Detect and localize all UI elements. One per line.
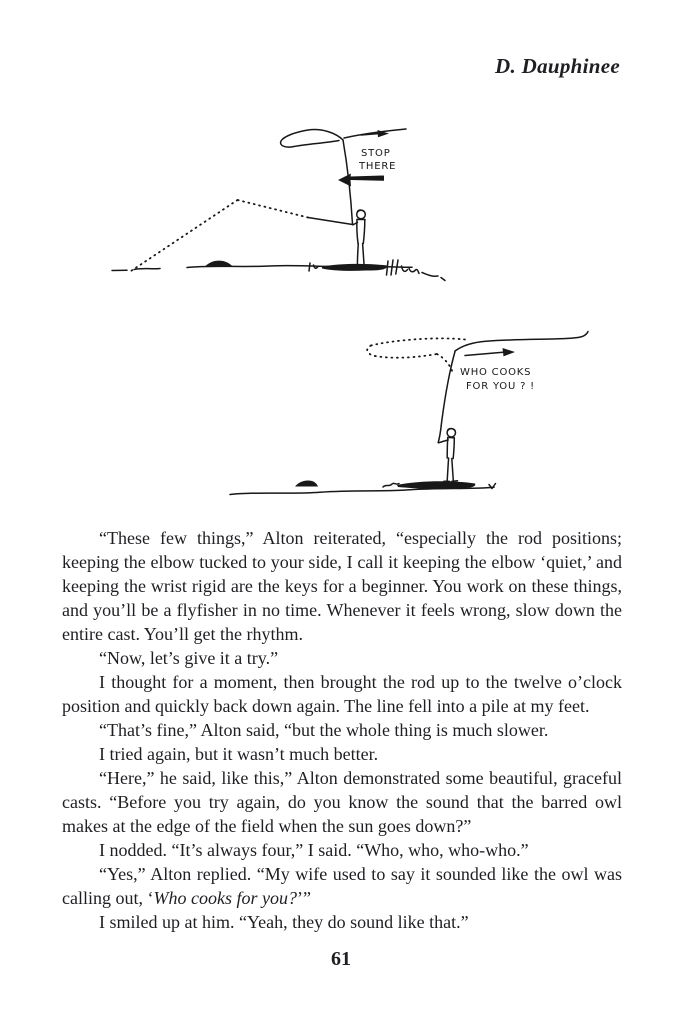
body-text-segment: “These few things,” Alton reiterated, “especially the rod positions; keeping the elbow tucked to your side, I call it keeping the elbow ‘quiet,’ and keeping the wrist rigid are the keys for a beginner. You work on these things, and you’ll be a flyfisher in no time. Whenever it feels wrong, slow down the entire cast. You’ll get the rhythm.	[62, 528, 622, 644]
body-paragraph	[62, 526, 622, 646]
body-text	[62, 526, 622, 934]
body-text-segment: ’”	[296, 888, 311, 908]
illustration-who-cooks	[225, 328, 595, 506]
rock-2	[295, 481, 318, 487]
rock	[205, 261, 233, 267]
body-text-segment: “Now, let’s give it a try.”	[99, 648, 279, 668]
line-loop-dotted	[367, 338, 465, 372]
body-text-segment: I nodded. “It’s always four,” I said. “Who, who, who-who.”	[99, 840, 529, 860]
body-text-segment: I thought for a moment, then brought the rod up to the twelve o’clock position and quickly back down again. The line fell into a pile at my feet.	[62, 672, 622, 716]
body-text-segment: I tried again, but it wasn’t much better.	[99, 744, 379, 764]
ground-shading	[322, 264, 387, 271]
ground-line-2	[230, 487, 494, 494]
body-paragraph	[62, 718, 622, 742]
body-paragraph	[62, 910, 622, 934]
body-paragraph	[62, 862, 622, 910]
stop-there-label-line2: THERE	[359, 161, 397, 172]
body-text-segment: “Here,” he said, like this,” Alton demonstrated some beautiful, graceful casts. “Before you try again, do you know the sound that the barred owl makes at the edge of the field when the sun goes down?”	[62, 768, 622, 836]
body-paragraph	[62, 766, 622, 838]
who-cooks-label-line2: FOR YOU ? !	[466, 381, 535, 392]
cast-line-right	[455, 332, 588, 352]
body-paragraph	[62, 670, 622, 718]
who-cooks-label-line1: WHO COOKS	[460, 367, 532, 378]
body-text-segment: “That’s fine,” Alton said, “but the whole thing is much slower.	[99, 720, 549, 740]
body-paragraph	[62, 742, 622, 766]
illustration-stop-there	[100, 114, 450, 290]
running-header-author: D. Dauphinee	[495, 54, 620, 78]
angler-figure	[353, 210, 368, 267]
angler-figure-2	[439, 429, 458, 482]
stop-there-label-line1: STOP	[361, 148, 391, 159]
body-text-segment: I smiled up at him. “Yeah, they do sound like that.”	[99, 912, 469, 932]
body-text-segment: “Yes,” Alton replied. “My wife used to say it sounded like the owl was calling out, ‘	[62, 864, 622, 908]
who-cooks-label	[460, 367, 535, 392]
page-number: 61	[331, 948, 351, 970]
left-arrow-icon	[338, 174, 384, 187]
right-arrow-icon-2	[465, 348, 515, 356]
ground-shading-2	[397, 481, 475, 489]
body-paragraph	[62, 838, 622, 862]
fly-line-trajectory	[131, 200, 353, 271]
stop-there-label	[358, 148, 396, 172]
body-paragraph	[62, 646, 622, 670]
body-text-italic-segment: Who cooks for you?	[153, 888, 297, 908]
